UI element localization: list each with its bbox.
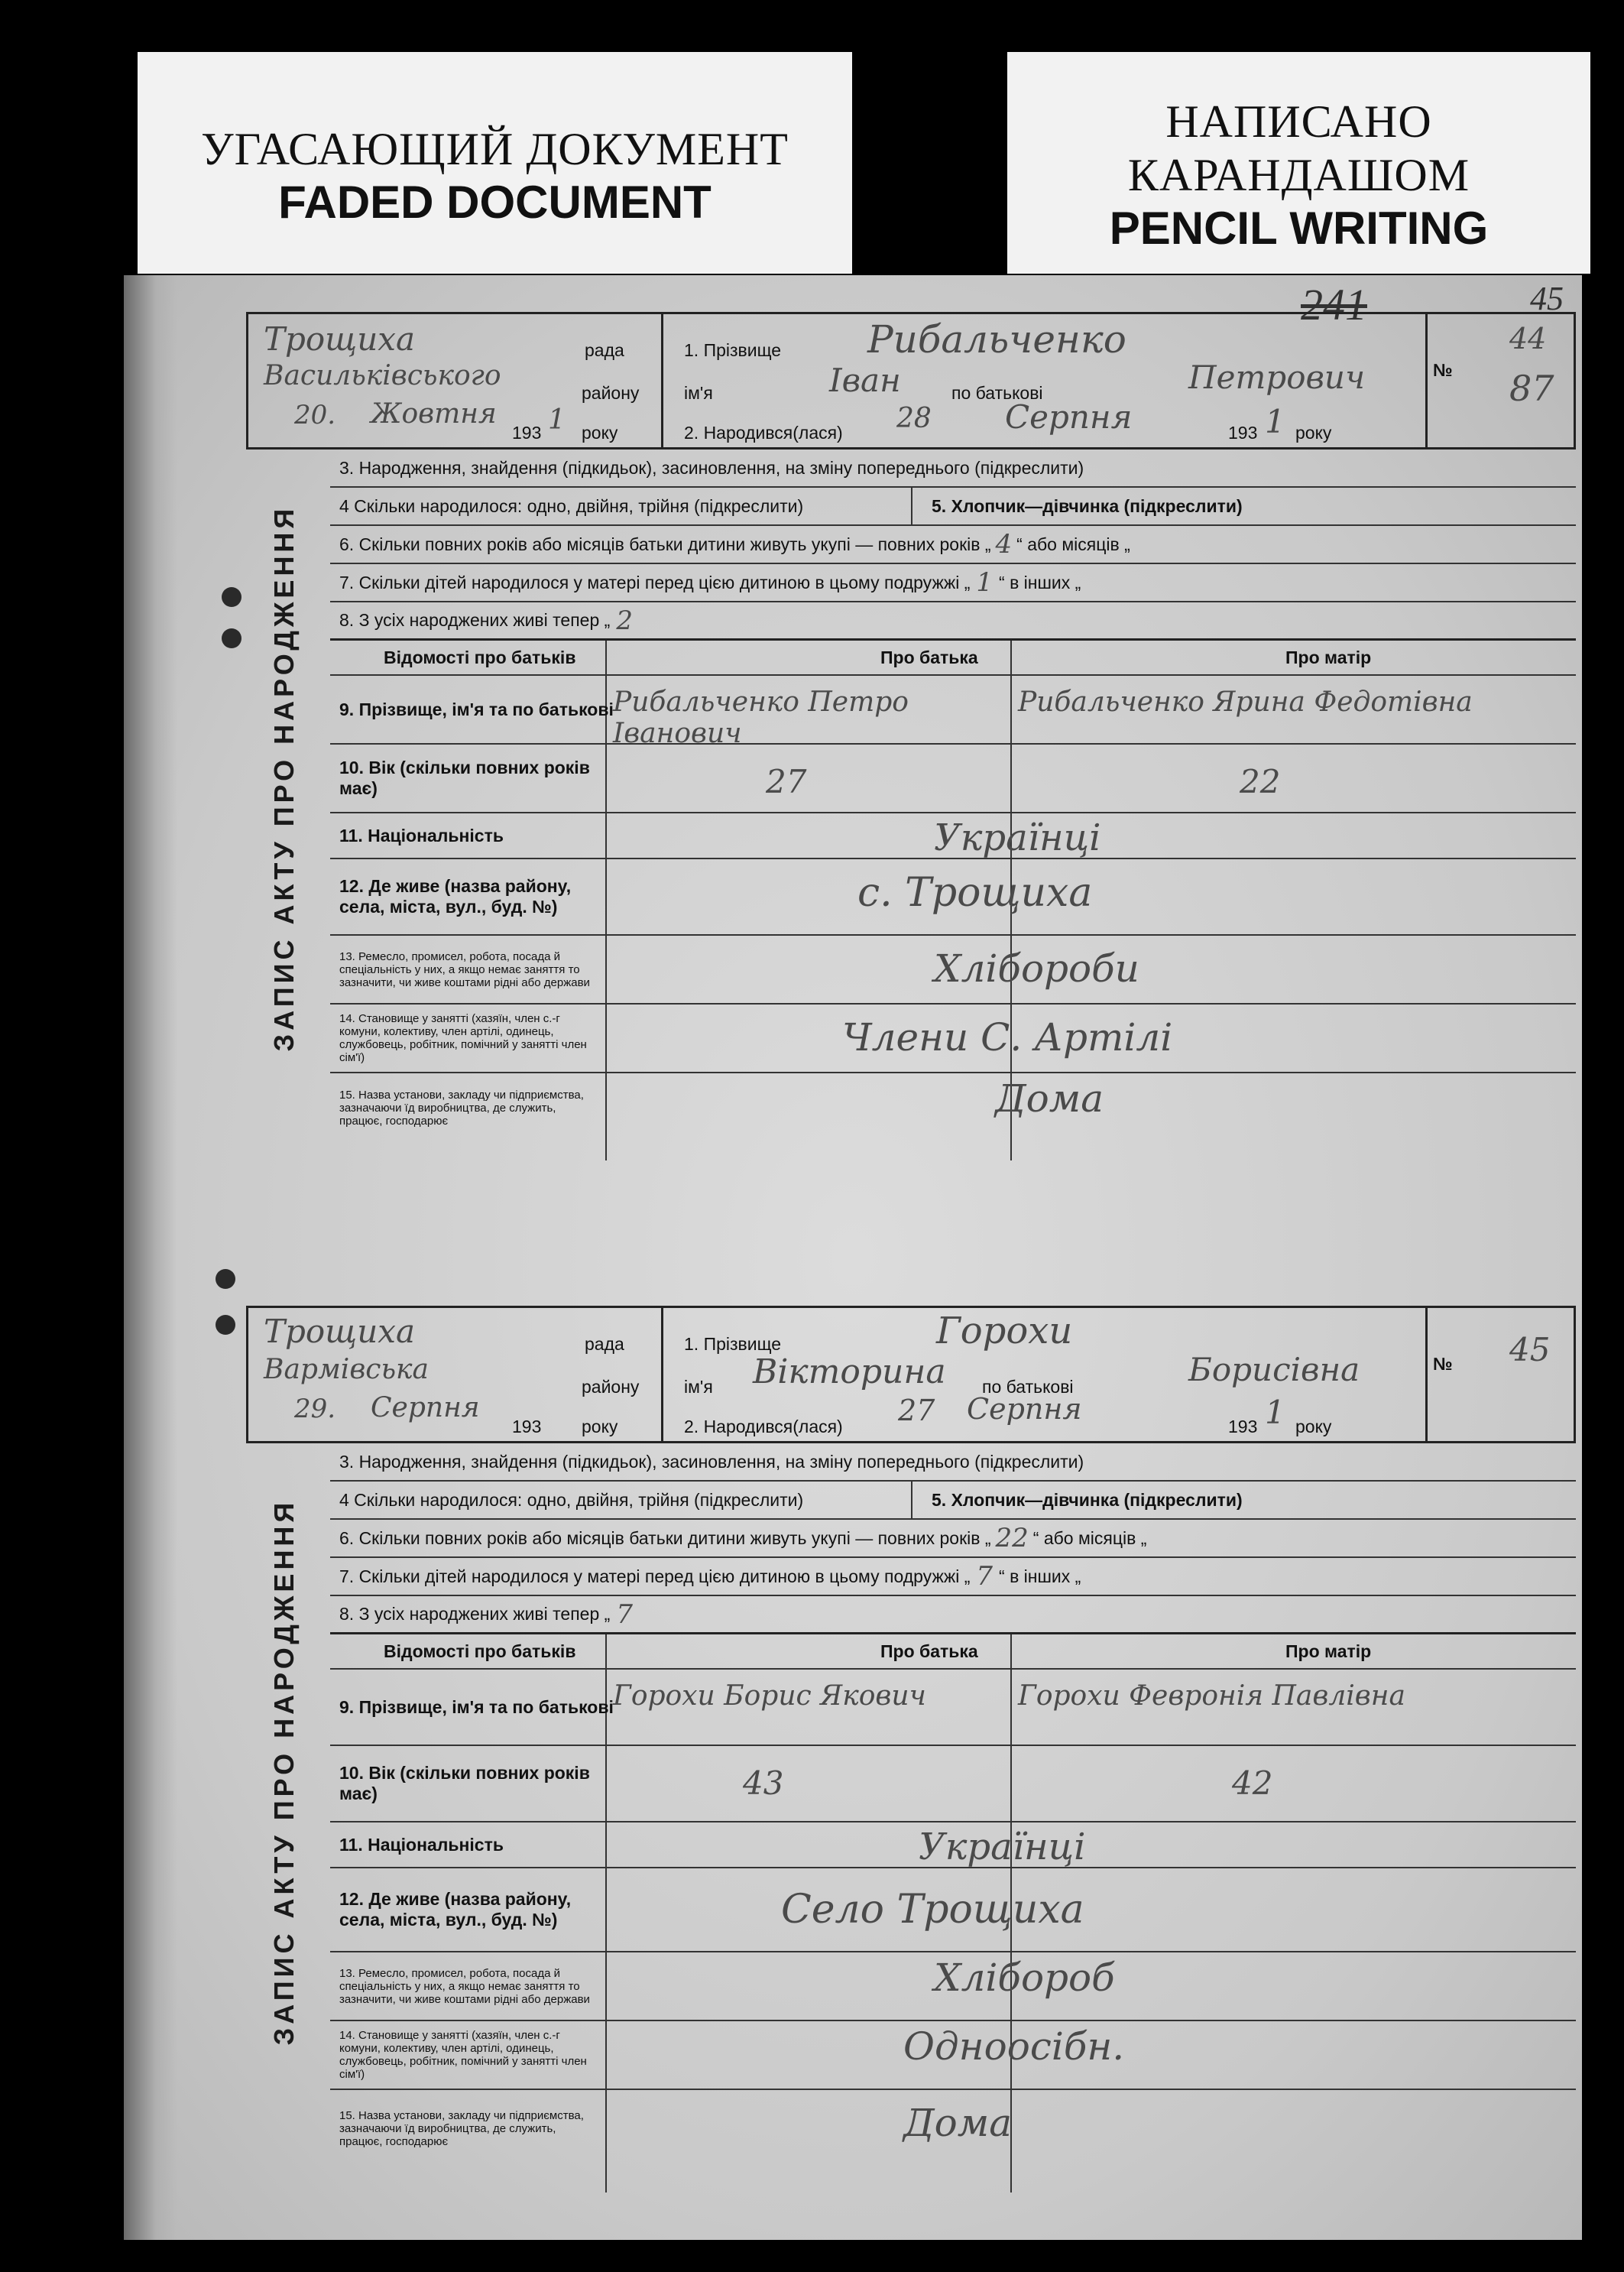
year-prefix: 193 [512, 1417, 542, 1436]
born-year-handwriting: 1 [1265, 1394, 1285, 1431]
reg-day-handwriting: 20. [294, 400, 336, 430]
table-header-row: Відомості про батьків Про батька Про матір [330, 1634, 1576, 1670]
row-15: 15. Назва установи, закладу чи підприємства, зазначаючи їд виробництва, де служить, працює, господарює [339, 1088, 584, 1128]
birth-record-2 [246, 1306, 1576, 2192]
born-day-handwriting: 28 [896, 403, 932, 434]
faded-document-label [138, 52, 852, 274]
address-handwriting: с. Трощиха [857, 870, 1093, 916]
reg-day-handwriting: 29. [294, 1394, 336, 1424]
name-handwriting: Вікторина [753, 1352, 946, 1391]
rada-label: рада [585, 340, 624, 360]
record-number-handwriting: 45 [1509, 1331, 1551, 1368]
faded-label-ru: УГАСАЮЩИЙ ДОКУМЕНТ [201, 124, 789, 174]
side-title: ЗАПИС АКТУ ПРО НАРОДЖЕННЯ [268, 505, 300, 1052]
number-sign: № [1433, 360, 1453, 380]
nationality-handwriting: Українці [934, 816, 1101, 859]
pencil-label-ru-1: НАПИСАНО [1165, 96, 1432, 147]
number-sign: № [1433, 1354, 1453, 1374]
row-4-5: 4 Скільки народилося: одно, двійня, трійня (підкреслити) 5. Хлопчик—дівчинка (підкреслити) [330, 488, 1576, 526]
surname-handwriting: Горохи [936, 1310, 1073, 1352]
rayon-label: району [582, 1377, 640, 1397]
row-14: 14. Становище у занятті (хазяїн, член с.-г комуни, колективу, член артілі, одинець, службовець, робітник, помічний у занятті член сім'ї) [330, 2021, 1576, 2090]
reg-month-handwriting: Жовтня [371, 398, 497, 430]
nationality-handwriting: Українці [919, 1826, 1086, 1868]
row-4-divider [911, 488, 912, 526]
address-handwriting: Село Трощиха [781, 1887, 1084, 1933]
surname-handwriting: Рибальченко [867, 317, 1126, 362]
rada-handwriting: Трощиха [264, 320, 416, 358]
father-name-handwriting: Рибальченко Петро Іванович [613, 686, 909, 749]
faded-label-en: FADED DOCUMENT [278, 177, 712, 228]
row-11: 11. Національність [330, 1822, 1576, 1868]
year-prefix: 193 [512, 423, 542, 443]
reg-month-handwriting: Серпня [371, 1392, 480, 1423]
row-12: 12. Де живе (назва району, села, міста, вул., буд. №) [330, 859, 1576, 936]
row-6: 6. Скільки повних років або місяців батьки дитини живуть укупі — повних років „ 4 “ або місяців „ [330, 526, 1576, 564]
name-label: ім'я [684, 1377, 713, 1397]
occupation-handwriting: Хлібороби [934, 946, 1139, 991]
patronymic-handwriting: Петрович [1188, 359, 1366, 396]
row-4-divider [911, 1482, 912, 1520]
record-number-handwriting: 44 [1509, 322, 1547, 355]
born-label: 2. Народився(лася) [684, 423, 843, 443]
punch-hole [216, 1269, 235, 1289]
roku-label: року [582, 423, 618, 443]
workplace-handwriting: Дома [903, 2101, 1013, 2145]
row-3: 3. Народження, знайдення (підкидьок), засиновлення, на зміну попереднього (підкреслити) [330, 450, 1576, 488]
born-year-prefix: 193 [1228, 423, 1258, 443]
surname-label: 1. Прізвище [684, 1334, 782, 1354]
status-handwriting: Одноосібн. [903, 2024, 1125, 2069]
rayon-label: району [582, 383, 640, 403]
row-6: 6. Скільки повних років або місяців батьки дитини живуть укупі — повних років „ 22 “ або місяців „ [330, 1520, 1576, 1558]
row-12: 12. Де живе (назва району, села, міста, вул., буд. №) [330, 1868, 1576, 1952]
row-9: 9. Прізвище, ім'я та по батькові [330, 1670, 1576, 1746]
rayon-handwriting: Вармівська [264, 1354, 429, 1385]
row-7: 7. Скільки дітей народилося у матері перед цією дитиною в цьому подружжі „ 1 “ в інших „ [330, 564, 1576, 602]
father-age-handwriting: 43 [743, 1764, 784, 1802]
mother-name-handwriting: Горохи Февронія Павлівна [1018, 1680, 1405, 1712]
rada-handwriting: Трощиха [264, 1313, 416, 1350]
born-month-handwriting: Серпня [967, 1392, 1082, 1426]
table-header-row: Відомості про батьків Про батька Про матір [330, 641, 1576, 676]
header-child-block [661, 1308, 1428, 1441]
sheet-edge-shadow [124, 275, 177, 2240]
surname-label: 1. Прізвище [684, 340, 782, 360]
father-name-handwriting: Горохи Борис Якович [613, 1680, 926, 1712]
born-label: 2. Народився(лася) [684, 1417, 843, 1436]
record-header [246, 312, 1576, 450]
patronymic-handwriting: Борисівна [1188, 1351, 1360, 1388]
birth-record-1 [246, 312, 1576, 1160]
record-number-block [1425, 1308, 1574, 1441]
born-year-handwriting: 1 [1265, 403, 1285, 440]
row-13: 13. Ремесло, промисел, робота, посада й спеціальність у них, а якщо немає заняття то зазначити, чи живе коштами рідні або держави [330, 936, 1576, 1005]
mother-age-handwriting: 42 [1232, 1764, 1273, 1802]
row-9: 9. Прізвище, ім'я та по батькові [330, 676, 1576, 745]
mother-age-handwriting: 22 [1240, 763, 1281, 800]
roku-label: року [582, 1417, 618, 1436]
rayon-handwriting: Васильківського [264, 360, 501, 391]
row-7: 7. Скільки дітей народилося у матері перед цією дитиною в цьому подружжі „ 7 “ в інших „ [330, 1558, 1576, 1596]
born-day-handwriting: 27 [898, 1394, 935, 1427]
row-8: 8. З усіх народжених живі тепер „ 2 [330, 602, 1576, 641]
row-10: 10. Вік (скільки повних років має) [330, 745, 1576, 813]
rada-label: рада [585, 1334, 624, 1354]
mother-name-handwriting: Рибальченко Ярина Федотівна [1018, 686, 1473, 718]
row-3: 3. Народження, знайдення (підкидьок), засиновлення, на зміну попереднього (підкреслити) [330, 1443, 1576, 1482]
pencil-label-ru-2: КАРАНДАШОМ [1127, 150, 1470, 200]
document-sheet [124, 275, 1582, 2240]
name-handwriting: Іван [829, 362, 901, 399]
born-month-handwriting: Серпня [1005, 398, 1133, 436]
father-age-handwriting: 27 [766, 763, 807, 800]
pencil-label-en: PENCIL WRITING [1109, 203, 1489, 254]
record-number-handwriting-2: 87 [1509, 368, 1554, 409]
page-number-top-right: 45 [1530, 280, 1564, 317]
row-10: 10. Вік (скільки повних років має) [330, 1746, 1576, 1822]
side-title: ЗАПИС АКТУ ПРО НАРОДЖЕННЯ [268, 1498, 300, 2046]
punch-hole [216, 1315, 235, 1335]
record-number-block [1425, 314, 1574, 447]
pencil-writing-label [1007, 52, 1590, 274]
status-handwriting: Члени С. Артілі [842, 1015, 1173, 1060]
row-15: 15. Назва установи, закладу чи підприємства, зазначаючи їд виробництва, де служить, працює, господарює [339, 2108, 584, 2148]
reg-year-handwriting: 1 [548, 404, 566, 436]
row-14: 14. Становище у занятті (хазяїн, член с.-г комуни, колективу, член артілі, одинець, службовець, робітник, помічний у занятті член сім'ї) [330, 1005, 1576, 1073]
row-8: 8. З усіх народжених живі тепер „ 7 [330, 1596, 1576, 1634]
header-child-block [661, 314, 1428, 447]
record-header [246, 1306, 1576, 1443]
workplace-handwriting: Дома [995, 1076, 1104, 1121]
page-number-struck: 241 [1301, 280, 1367, 329]
born-year-prefix: 193 [1228, 1417, 1258, 1436]
row-4-5: 4 Скільки народилося: одно, двійня, трійня (підкреслити) 5. Хлопчик—дівчинка (підкреслити) [330, 1482, 1576, 1520]
name-label: ім'я [684, 383, 713, 403]
row-11: 11. Національність [330, 813, 1576, 859]
born-roku-label: року [1295, 423, 1332, 443]
patronymic-label: по батькові [951, 383, 1043, 403]
row-13: 13. Ремесло, промисел, робота, посада й спеціальність у них, а якщо немає заняття то зазначити, чи живе коштами рідні або держави [330, 1952, 1576, 2021]
born-roku-label: року [1295, 1417, 1332, 1436]
patronymic-label: по батькові [982, 1377, 1074, 1397]
occupation-handwriting: Хлібороб [934, 1956, 1115, 2000]
